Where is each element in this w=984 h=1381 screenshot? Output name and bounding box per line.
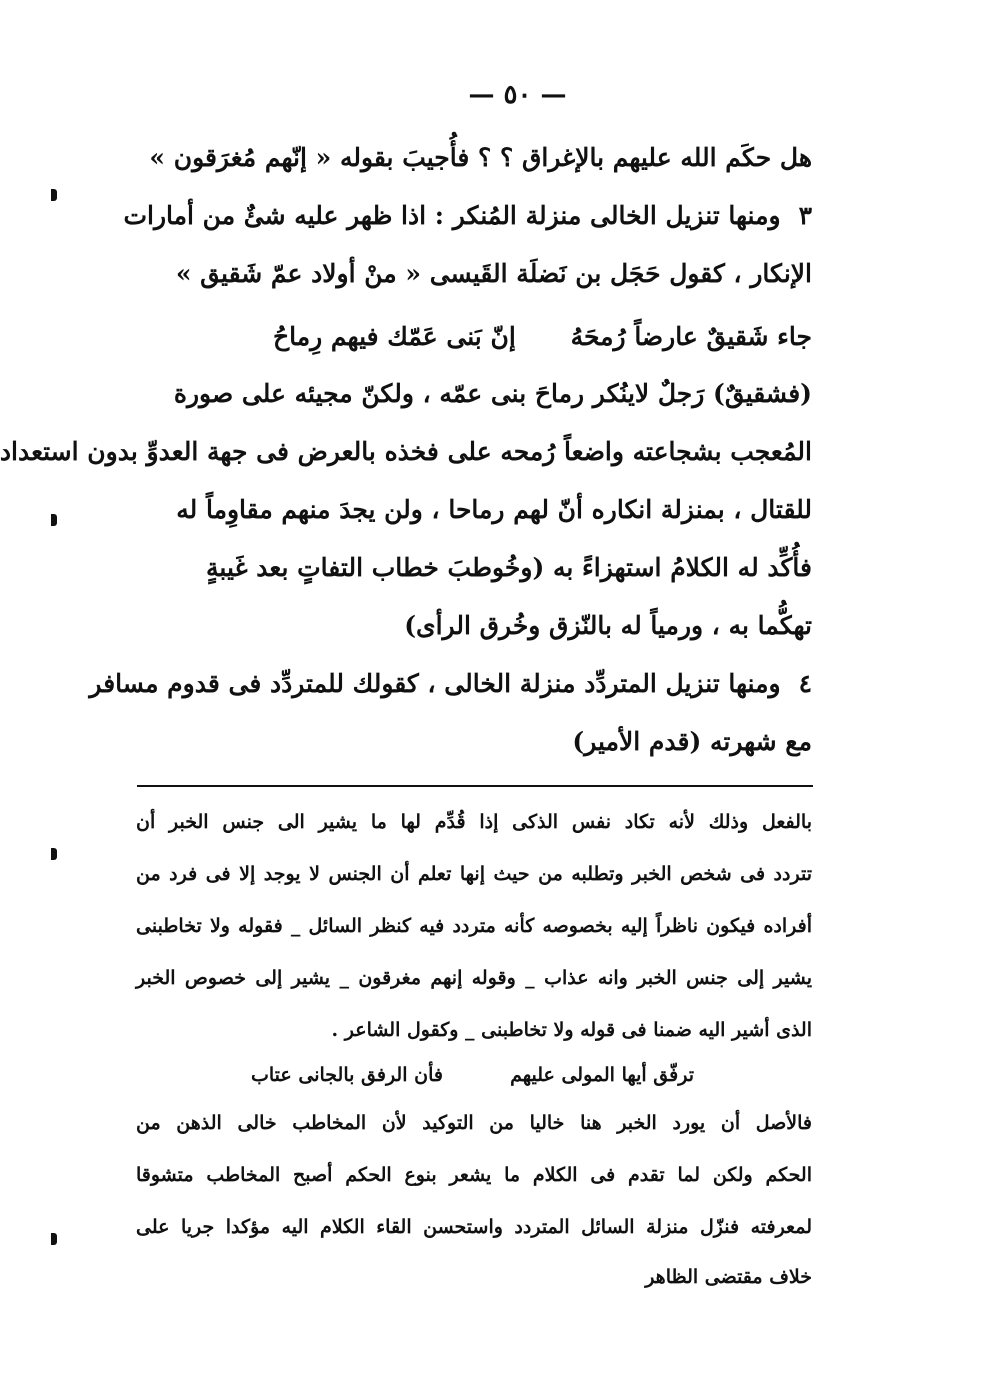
footnote-verse-left-hemistich: فأن الرفق بالجانى عتاب: [251, 1064, 443, 1086]
binding-mark: [51, 189, 57, 201]
footnote-verse-right-hemistich: ترفّق أيها المولى عليهم: [510, 1064, 694, 1086]
footnote-line-3: أفراده فيكون ناظراً إليه بخصوصه كأنه متردد فيه كنظر السائل _ فقوله ولا تخاطبنى: [136, 915, 812, 937]
page-number: — ٥٠ —: [468, 80, 567, 110]
main-line-1: هل حكَم الله عليهم بالإغراق ؟ ؟ فأُجيبَ بقوله « إنّهم مُغرَقون »: [149, 143, 812, 172]
main-line-3: الإنكار ، كقول حَجَل بن نَضلَة القَيسى « منْ أولاد عمّ شَقيق »: [175, 259, 812, 288]
binding-mark: [51, 1233, 57, 1245]
main-line-4: (فشقيقٌ) رَجلٌ لاينُكر رماحَ بنى عمّه ، ولكنّ مجيئه على صورة: [173, 379, 812, 408]
main-line-5: المُعجب بشجاعته واضعاً رُمحه على فخذه بالعرض فى جهة العدوِّ بدون استعداد: [0, 437, 812, 466]
main-line-6: للقتال ، بمنزلة انكاره أنّ لهم رماحا ، ولن يجدَ منهم مقاوِماً له: [176, 495, 812, 524]
main-line-2: [123, 194, 812, 238]
verse-1-left-hemistich: إنّ بَنى عَمّك فيهم رِماحُ: [273, 322, 516, 351]
footnote-divider: [137, 785, 813, 787]
footnote-line-8: لمعرفته فنزّل منزلة السائل المتردد واستحسن القاء الكلام اليه مؤكدا جريا على: [136, 1216, 812, 1238]
binding-mark: [51, 514, 57, 526]
footnote-line-5: الذى أشير اليه ضمنا فى قوله ولا تخاطبنى _ وكقول الشاعر .: [331, 1019, 812, 1041]
main-line-9-text: ومنها تنزيل المتردِّد منزلة الخالى ، كقولك للمتردِّد فى قدوم مسافر: [89, 669, 781, 698]
footnote-line-9: خلاف مقتضى الظاهر: [645, 1266, 812, 1288]
footnote-line-7: الحكم ولكن لما تقدم فى الكلام ما يشعر بنوع الحكم أصبح المخاطب متشوقا: [136, 1164, 812, 1186]
main-line-8: تهكُّما به ، ورمياً له بالنّزق وخُرق الرأى): [404, 611, 812, 640]
verse-1-right-hemistich: جاء شَقيقٌ عارضاً رُمحَهُ: [570, 322, 812, 351]
main-line-7: فأُكِّد له الكلامُ استهزاءً به (وخُوطبَ خطاب التفاتٍ بعد غَيبةٍ: [206, 553, 812, 582]
footnote-line-6: فالأصل أن يورد الخبر هنا خاليا من التوكيد لأن المخاطب خالى الذهن من: [136, 1112, 812, 1134]
item-number-4: ٤: [798, 669, 812, 698]
main-line-10: مع شهرته (قدم الأمير): [572, 727, 812, 756]
footnote-line-4: يشير إلى جنس الخبر وانه عذاب _ وقوله إنهم مغرقون _ يشير إلى خصوص الخبر: [136, 967, 812, 989]
main-line-2-text: ومنها تنزيل الخالى منزلة المُنكر : اذا ظهر عليه شئٌ من أمارات: [123, 201, 781, 230]
footnote-line-1: بالفعل وذلك لأنه تكاد نفس الذكى إذا قُدِّم لها ما يشير الى جنس الخبر أن: [136, 811, 812, 833]
main-line-9: [89, 662, 812, 706]
binding-mark: [51, 848, 57, 860]
footnote-line-2: تتردد فى شخص الخبر وتطلبه من حيث إنها تعلم أن الجنس لا يوجد إلا فى فرد من: [136, 863, 812, 885]
item-number-3: ٣: [798, 201, 812, 230]
